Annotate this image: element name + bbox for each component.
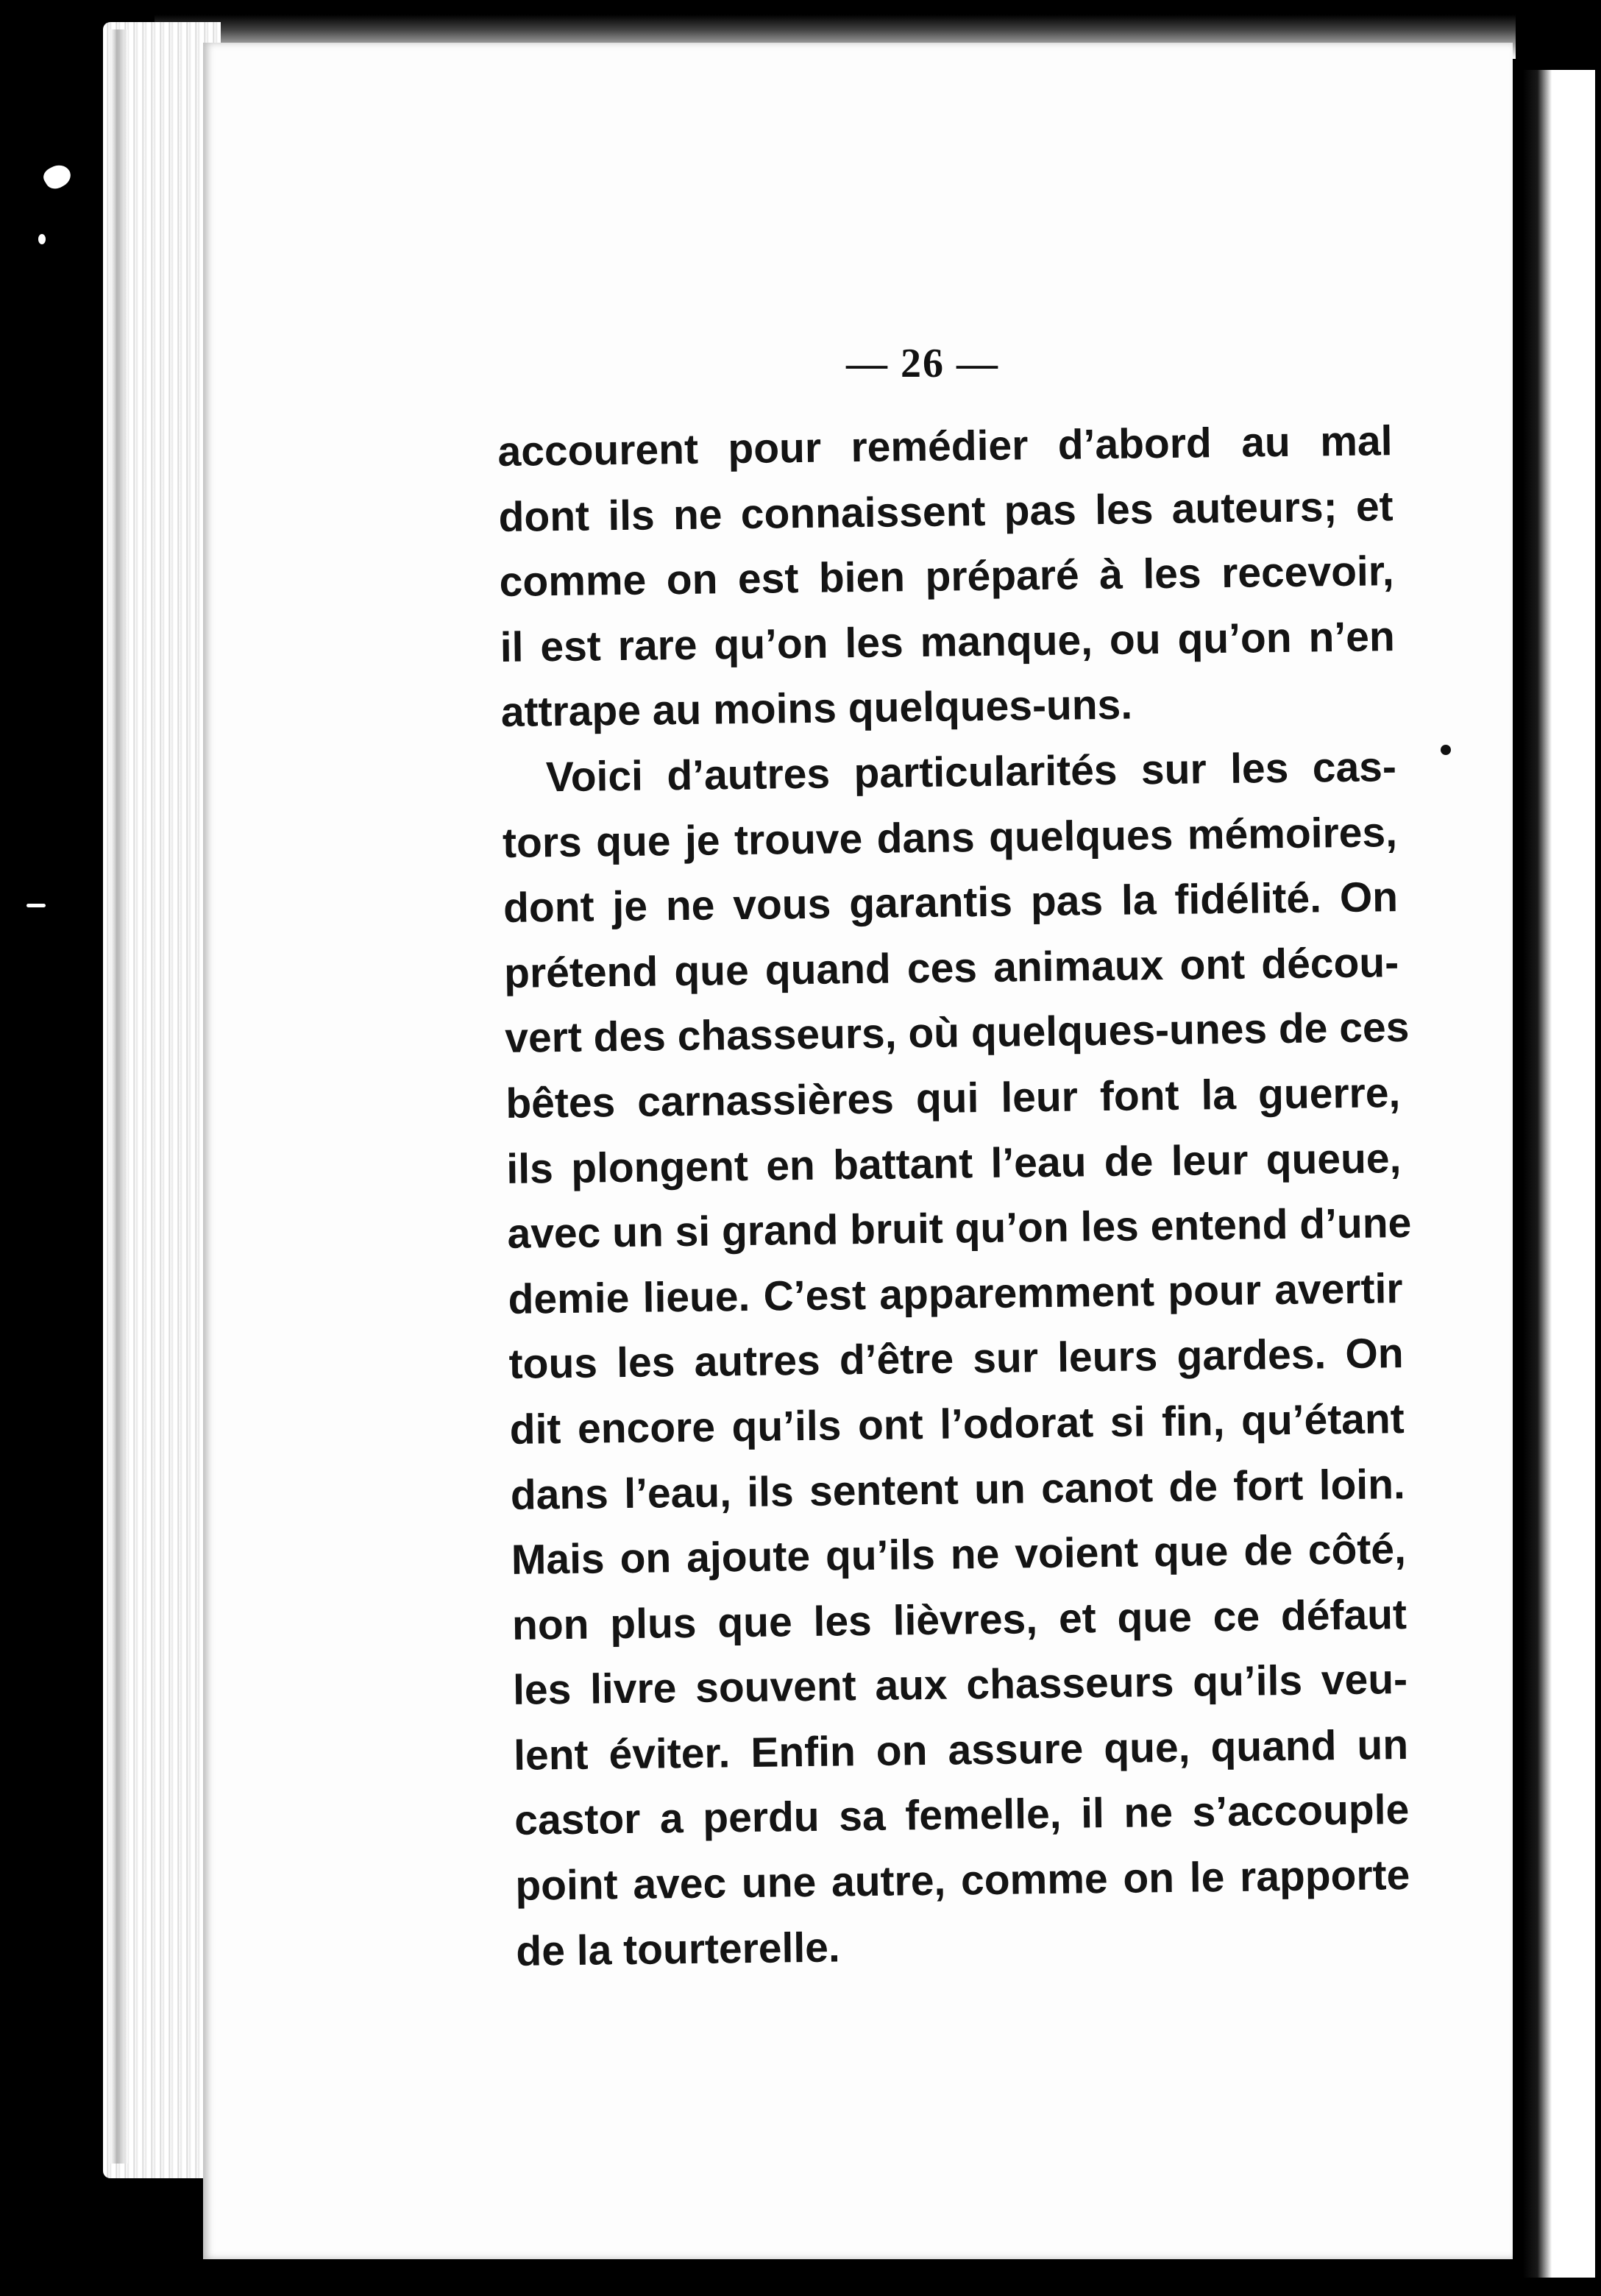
text-line: dans l’eau, ils sentent un canot de fort loin. bbox=[510, 1460, 1406, 1519]
text-line: tous les autres d’être sur leurs gardes. On bbox=[508, 1330, 1404, 1389]
text-line: demie lieue. C’est apparemment pour avertir bbox=[508, 1264, 1403, 1323]
text-line: dit encore qu’ils ont l’odorat si fin, qu’étant bbox=[509, 1395, 1405, 1453]
text-line: il est rare qu’on les manque, ou qu’on n’en bbox=[500, 612, 1396, 671]
scan-speck bbox=[38, 234, 46, 244]
facing-page-edge bbox=[1523, 70, 1595, 2278]
text-line: non plus que les lièvres, et que ce défaut bbox=[511, 1590, 1407, 1649]
text-line: lent éviter. Enfin on assure que, quand un bbox=[513, 1721, 1409, 1779]
text-line: ils plongent en battant l’eau de leur queue, bbox=[506, 1134, 1402, 1193]
text-line: bêtes carnassières qui leur font la guerre, bbox=[505, 1069, 1401, 1127]
text-line: tors que je trouve dans quelques mémoires, bbox=[502, 808, 1398, 867]
text-line: attrape au moins quelques-uns. bbox=[500, 681, 1133, 737]
scan-speck bbox=[1441, 745, 1451, 755]
book-spine-shadow bbox=[110, 29, 128, 2164]
text-line: accourent pour remédier d’abord au mal bbox=[497, 417, 1393, 475]
text-line: Mais on ajoute qu’ils ne voient que de côté, bbox=[511, 1526, 1407, 1584]
text-line: les livre souvent aux chasseurs qu’ils veu- bbox=[512, 1656, 1408, 1715]
text-line: vert des chasseurs, où quelques-unes de ces bbox=[504, 1004, 1410, 1063]
page-number: — 26 — bbox=[846, 341, 999, 386]
text-line: Voici d’autres particularités sur les cas- bbox=[545, 743, 1397, 801]
text-line: point avec une autre, comme on le rapporte bbox=[514, 1852, 1410, 1910]
text-line: de la tourterelle. bbox=[516, 1924, 841, 1975]
scan-speck bbox=[40, 160, 74, 193]
text-line: dont ils ne connaissent pas les auteurs; et bbox=[498, 482, 1394, 541]
text-line: prétend que quand ces animaux ont décou- bbox=[503, 938, 1399, 997]
text-line: avec un si grand bruit qu’on les entend d’une bbox=[507, 1200, 1412, 1258]
scan-speck bbox=[26, 904, 46, 907]
text-line: dont je ne vous garantis pas la fidélité. On bbox=[503, 874, 1399, 932]
body-text bbox=[497, 408, 1411, 1984]
text-line: comme on est bien préparé à les recevoir, bbox=[499, 548, 1395, 606]
text-line: castor a perdu sa femelle, il ne s’accouple bbox=[514, 1786, 1410, 1845]
